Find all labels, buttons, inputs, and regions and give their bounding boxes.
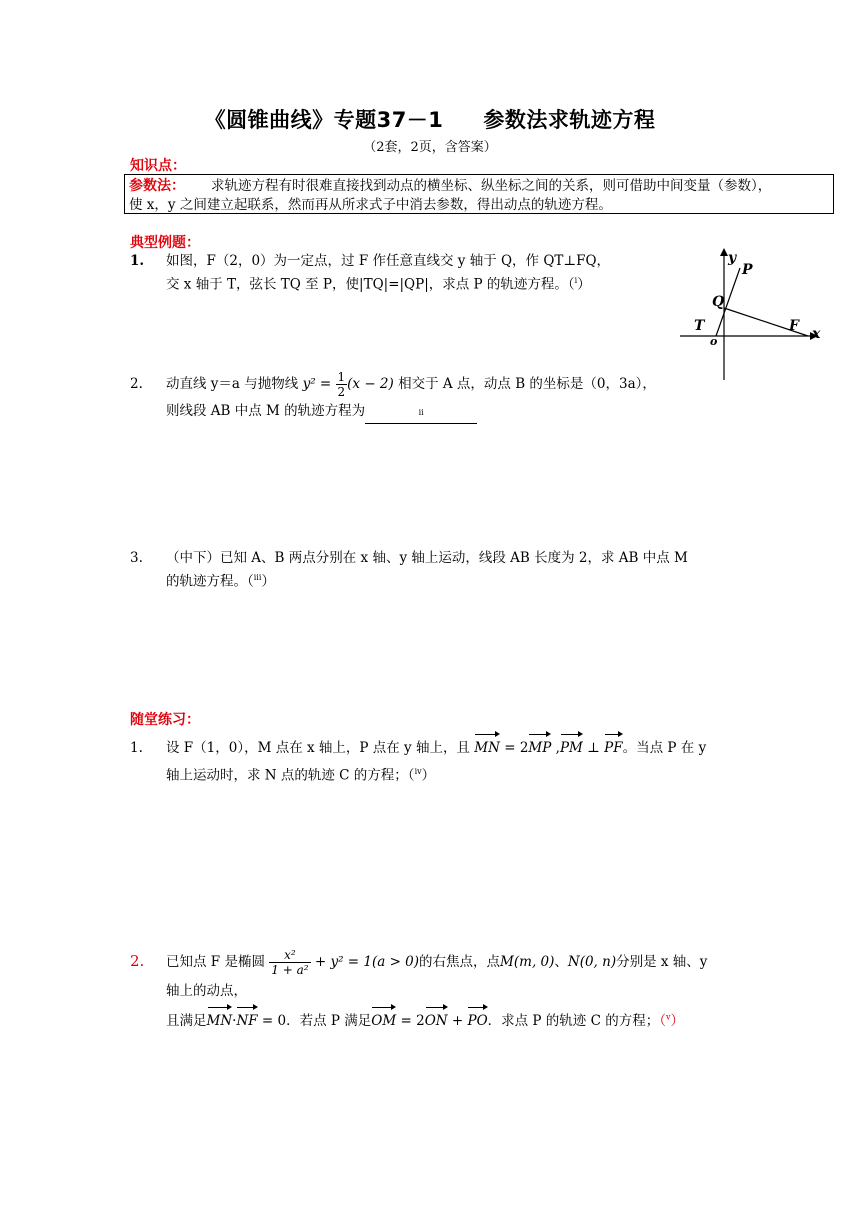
answer-blank (365, 409, 477, 424)
title-main: 《圆锥曲线》专题37－1 (204, 108, 444, 132)
practice-1-line1b: 。当点 P 在 y (622, 740, 707, 756)
practice-1-note: iv (414, 767, 422, 776)
example-1-note: i (574, 276, 578, 285)
practice-2-line2: 轴上的动点， (166, 983, 247, 999)
practice-2-line3b: ．若点 P 满足 (286, 1013, 372, 1029)
example-2-note: ii (418, 408, 424, 417)
fraction-denominator: 2 (337, 385, 346, 399)
example-3-line2: 的轨迹方程。（ (166, 573, 254, 590)
practice-2-close: ） (670, 1013, 684, 1029)
practice-2-note: v (665, 1012, 671, 1022)
y-axis-arrow (720, 248, 728, 256)
practice-2-line3c: ．求点 P 的轨迹 C 的方程； (487, 1013, 660, 1029)
knowledge-text-line1: 求轨迹方程有时很难直接找到动点的横坐标、纵坐标之间的关系，则可借助中间变量（参数）， (211, 178, 772, 194)
example-1-line2: 交 x 轴于 T，弦长 TQ 至 P，使|TQ|=|QP|，求点 P 的轨迹方程。（ (166, 276, 575, 293)
example-3-line1: （中下）已知 A、B 两点分别在 x 轴、y 轴上运动，线段 AB 长度为 2，求 AB 中点 M (166, 550, 688, 566)
example-1-close: ） (577, 276, 591, 293)
example-2-eq-lhs: y² = (302, 376, 332, 392)
example-2-fraction (336, 370, 348, 399)
example-2-line1a: 动直线 y＝a 与抛物线 (166, 376, 299, 392)
practice-1-number: 1. (130, 740, 143, 756)
practice-2-eq: + y² = 1(a > 0) (314, 954, 420, 970)
practice-2-number: 2. (130, 952, 145, 970)
example-3 (130, 548, 688, 592)
example-3-note: iii (253, 573, 262, 582)
label-p: P (742, 262, 753, 278)
practice-1-line1a: 设 F（1，0），M 点在 x 轴上，P 点在 y 轴上，且 (166, 740, 470, 756)
example-3-number: 3. (130, 550, 143, 566)
vector-po: PO (467, 1005, 487, 1031)
example-3-close: ） (261, 573, 275, 590)
knowledge-box (124, 174, 834, 214)
label-x: x (812, 326, 821, 342)
practice-2-line3a: 且满足 (166, 1013, 207, 1029)
practice-2-line1a: 已知点 F 是椭圆 (166, 954, 265, 970)
example-1-number: 1. (130, 253, 145, 269)
vector-pm: PM (560, 732, 583, 758)
practice-1-line2: 轴上运动时，求 N 点的轨迹 C 的方程；（ (166, 767, 415, 784)
page-subtitle: （2套，2页，含答案） (363, 140, 497, 155)
practice-2 (130, 948, 707, 1031)
method-label: 参数法： (129, 178, 185, 194)
label-f: F (789, 318, 799, 334)
practice-2-eq0: = 0 (261, 1013, 287, 1029)
fraction-numerator: 1 (337, 370, 346, 384)
fraction-numerator: x² (269, 948, 310, 963)
practice-1 (130, 732, 706, 786)
point-n: N(0, n) (567, 954, 617, 970)
example-2 (130, 370, 656, 424)
dot-symbol: · (232, 1013, 237, 1029)
perp-symbol: ⊥ (587, 740, 600, 756)
example-2-line2: 则线段 AB 中点 M 的轨迹方程为 (166, 403, 366, 419)
vector-mp: MP (528, 732, 551, 758)
practice-1-sep: , (551, 740, 560, 756)
vector-nf: NF (236, 1005, 257, 1031)
dun-mark: 、 (554, 954, 568, 970)
practice-2-line1c: 分别是 x 轴、y (616, 954, 708, 970)
vector-mn: MN (474, 732, 500, 758)
practice-1-eq: = 2 (504, 740, 529, 756)
example-2-eq-rhs: (x − 2) (347, 376, 394, 392)
practice-heading: 随堂练习： (130, 712, 200, 728)
vector-mn-2: MN (207, 1005, 233, 1031)
vector-om: OM (371, 1005, 396, 1031)
example-2-number: 2. (130, 376, 143, 392)
practice-2-line1b: 的右焦点，点 (419, 954, 501, 970)
practice-2-fraction (269, 948, 310, 977)
knowledge-heading: 知识点： (130, 158, 186, 174)
example-1 (130, 251, 610, 295)
figure-diagram (676, 244, 826, 384)
label-t: T (694, 318, 705, 334)
point-m: M(m, 0) (500, 954, 555, 970)
title-sub: 参数法求轨迹方程 (483, 108, 656, 132)
fraction-denominator: 1 + a² (271, 963, 309, 977)
label-q: Q (712, 294, 725, 310)
vector-on: ON (425, 1005, 448, 1031)
vector-pf: PF (604, 732, 622, 758)
example-1-line1: 如图，F（2，0）为一定点，过 F 作任意直线交 y 轴于 Q，作 QT⊥FQ， (166, 253, 611, 269)
practice-2-note-open: （ (659, 1013, 666, 1029)
examples-heading: 典型例题： (130, 235, 200, 251)
practice-2-eq2: = 2 (400, 1013, 425, 1029)
page-title (0, 104, 860, 134)
example-2-line1b: 相交于 A 点，动点 B 的坐标是（0，3a）， (398, 376, 656, 392)
knowledge-text-line2: 使 x，y 之间建立起联系，然而再从所求式子中消去参数，得出动点的轨迹方程。 (129, 197, 612, 213)
practice-1-close: ） (421, 767, 436, 784)
label-o: o (710, 335, 718, 348)
plus-symbol: + (451, 1013, 464, 1029)
label-y: y (728, 250, 737, 266)
